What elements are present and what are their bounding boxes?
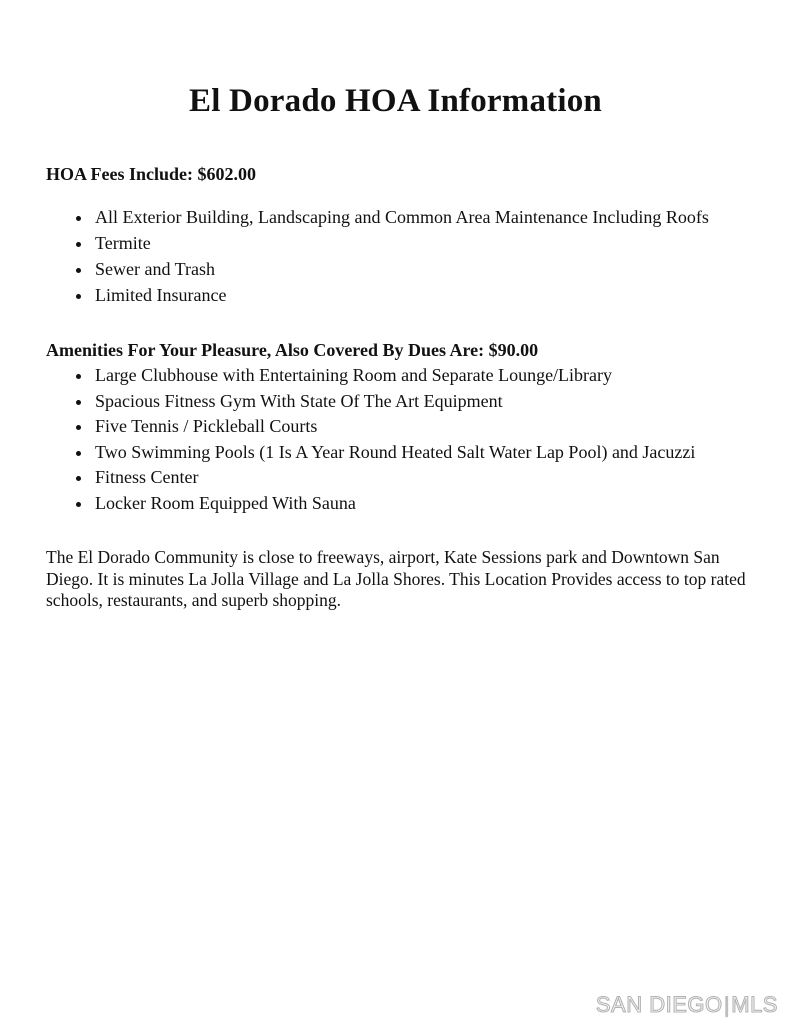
watermark-divider: | <box>723 992 731 1017</box>
hoa-fees-list <box>0 204 791 308</box>
amenities-heading: Amenities For Your Pleasure, Also Covered By Dues Are: $90.00 <box>46 340 539 360</box>
community-description: The El Dorado Community is close to freeways, airport, Kate Sessions park and Downtown San Diego. It is minutes La Jolla Village and La Jolla Shores. This Location Provides access to top rated schools, restaurants, and superb shopping. <box>46 547 746 610</box>
list-item: • All Exterior Building, Landscaping and Common Area Maintenance Including Roofs <box>93 204 791 230</box>
list-item: • Five Tennis / Pickleball Courts <box>93 414 791 440</box>
list-item: • Spacious Fitness Gym With State Of The Art Equipment <box>93 389 791 415</box>
list-item: • Limited Insurance <box>93 282 791 308</box>
list-item: • Fitness Center <box>93 465 791 491</box>
sandiego-mls-watermark <box>596 994 778 1016</box>
list-item: • Sewer and Trash <box>93 256 791 282</box>
amenities-list <box>0 363 791 516</box>
page-title: El Dorado HOA Information <box>189 83 602 119</box>
list-item: • Locker Room Equipped With Sauna <box>93 491 791 517</box>
watermark-brand-right: MLS <box>731 992 778 1017</box>
hoa-fees-heading: HOA Fees Include: $602.00 <box>46 164 256 184</box>
watermark-brand-left: SAN DIEGO <box>595 992 723 1017</box>
list-item: • Two Swimming Pools (1 Is A Year Round Heated Salt Water Lap Pool) and Jacuzzi <box>93 440 791 466</box>
list-item: • Large Clubhouse with Entertaining Room and Separate Lounge/Library <box>93 363 791 389</box>
list-item: • Termite <box>93 230 791 256</box>
